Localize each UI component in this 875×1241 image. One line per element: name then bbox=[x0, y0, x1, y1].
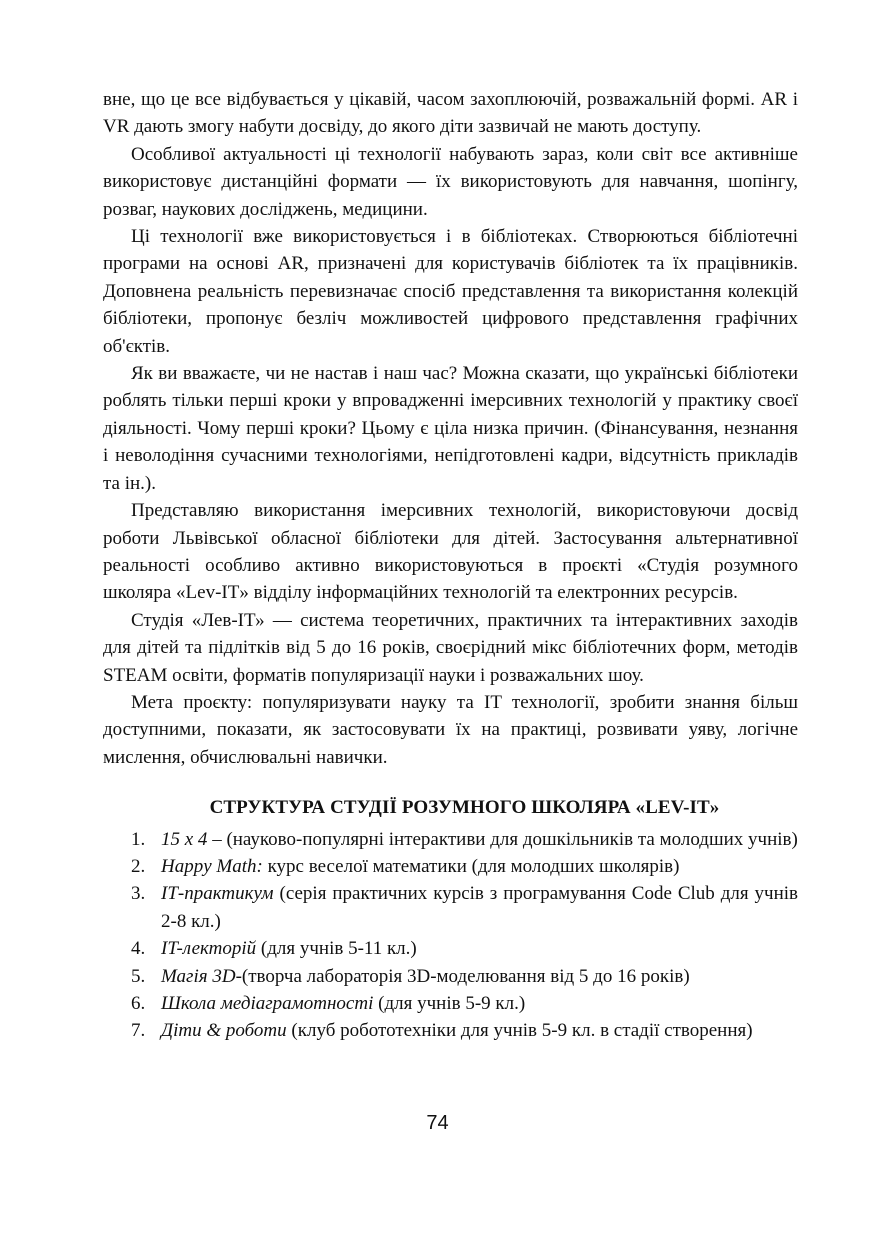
list-item bbox=[103, 853, 798, 880]
section-heading: СТРУКТУРА СТУДІЇ РОЗУМНОГО ШКОЛЯРА «LEV-IT» bbox=[209, 797, 720, 819]
list-item-number: 7. bbox=[131, 1020, 146, 1042]
paragraph-ukrainian-libraries: Як ви вважаєте, чи не настав і наш час? Можна сказати, що українські бібліотеки роблять тільки перші кроки у впровадженні імерсивних технологій у практику своєї діяльності. Чому перші кроки? Цьому є ціла низка причин. (Фінансування, незнання і неволодіння сучасними технологіями, непідготовлені кадри, відсутність прикладів та ін.). bbox=[103, 363, 798, 494]
list-item-text: (для учнів 5-11 кл.) bbox=[256, 938, 417, 960]
paragraph-lviv-library: Представляю використання імерсивних технологій, використовуючи досвід роботи Львівської обласної бібліотеки для дітей. Застосування альтернативної реальності особливо активно використовуються в проєкті «Студія розумного школяра «Lev-IT» відділу інформаційних технологій та електронних ресурсів. bbox=[103, 500, 798, 604]
list-item-title: 15 х 4 bbox=[161, 828, 208, 850]
list-item-number: 5. bbox=[131, 965, 146, 987]
list-item-text: (клуб робототехніки для учнів 5-9 кл. в стадії створення) bbox=[286, 1020, 753, 1042]
list-item-number: 6. bbox=[131, 993, 146, 1014]
list-item-number: 1. bbox=[131, 828, 146, 850]
list-item-number: 3. bbox=[131, 883, 146, 905]
list-item-text: (для учнів 5-9 кл.) bbox=[373, 993, 526, 1014]
paragraph-libraries: Ці технології вже використовується і в бібліотеках. Створюються бібліотечні програми на основі AR, призначені для користувачів бібліотек та їх працівників. Доповнена реальність перевизначає спосіб представлення та використання колекцій бібліотеки, пропонує безліч можливостей цифрового представлення графічних об'єктів. bbox=[103, 226, 798, 357]
list-item bbox=[103, 963, 798, 990]
list-item bbox=[103, 935, 798, 962]
paragraph-studio-description: Студія «Лев-ІТ» — система теоретичних, практичних та інтерактивних заходів для дітей та підлітків від 5 до 16 років, своєрідний мікс бібліотечних форм, методів STEAM освіти, форматів популяризації науки і розважальних шоу. bbox=[103, 609, 798, 686]
paragraph-project-goal: Мета проєкту: популяризувати науку та IT технології, зробити знання більш доступними, показати, як застосовувати їх на практиці, розвивати уяву, логічне мислення, обчислювальні навички. bbox=[103, 691, 798, 768]
list-item-title: Магія 3D bbox=[161, 965, 236, 987]
list-item-title: ІТ-практикум bbox=[161, 883, 274, 905]
list-item-title: IT-лекторій bbox=[161, 938, 257, 960]
page-number: 74 bbox=[426, 1112, 449, 1134]
list-item bbox=[103, 880, 798, 935]
list-item bbox=[103, 826, 798, 853]
list-item bbox=[103, 1017, 798, 1044]
structure-list bbox=[103, 826, 798, 1045]
page-body bbox=[103, 86, 798, 1045]
list-item-text: – (науково-популярні інтерактиви для дошкільників та молодших учнів) bbox=[207, 828, 798, 850]
list-item-text: курс веселої математики (для молодших школярів) bbox=[262, 855, 680, 877]
paragraph-relevance: Особливої актуальності ці технології набувають зараз, коли світ все активніше використовує дистанційні формати — їх використовують для навчання, шопінгу, розваг, наукових досліджень, медицини. bbox=[103, 143, 798, 220]
list-item-text: -(творча лабораторія 3D-моделювання від 5 до 16 років) bbox=[235, 965, 690, 987]
list-item-number: 4. bbox=[131, 938, 146, 960]
list-item bbox=[103, 990, 798, 1017]
list-item-number: 2. bbox=[131, 855, 146, 877]
list-item-title: Happy Math: bbox=[161, 855, 263, 877]
list-item-text: (серія практичних курсів з програмування Code Club для учнів 2-8 кл.) bbox=[161, 883, 798, 932]
list-item-title: Школа медіаграмотності bbox=[161, 993, 374, 1014]
list-item-title: Діти & роботи bbox=[161, 1020, 287, 1042]
paragraph-continuation: вне, що це все відбувається у цікавій, часом захоплюючій, розважальній формі. AR і VR дають змогу набути досвіду, до якого діти зазвичай не мають доступу. bbox=[103, 89, 798, 138]
